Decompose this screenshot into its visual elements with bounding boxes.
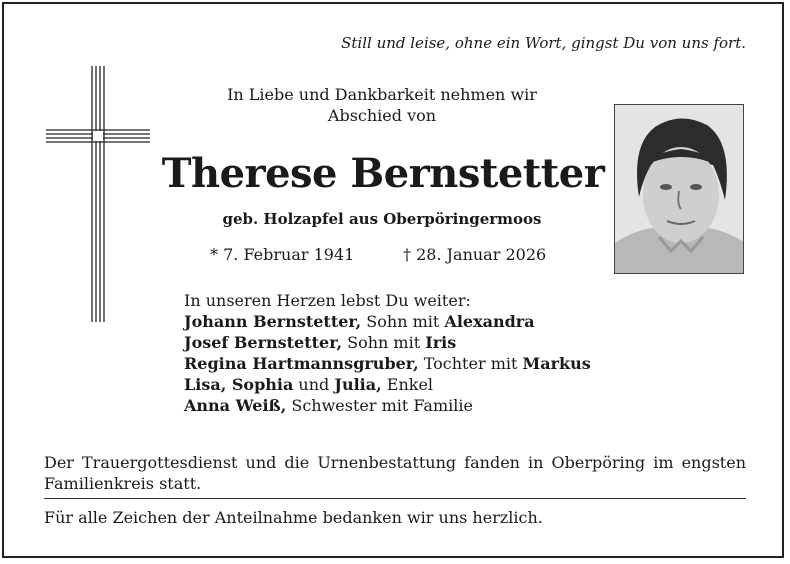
partner-name: Julia, [334, 375, 382, 394]
intro-line: Abschied von [327, 106, 437, 125]
survivor-line [184, 332, 591, 353]
death-date: † 28. Januar 2026 [403, 245, 547, 264]
survivor-name: Josef Bernstetter, [184, 333, 343, 352]
survivors-heading: In unseren Herzen lebst Du weiter: [184, 291, 471, 310]
relation-text: Sohn mit [361, 312, 445, 331]
survivor-name: Lisa, Sophia [184, 375, 294, 394]
survivor-line [184, 374, 591, 395]
survivor-line [184, 311, 591, 332]
deceased-name: Therese Bernstetter [161, 150, 605, 197]
service-notice: Der Trauergottesdienst und die Urnenbestattung fanden in Oberpöring im engsten Familienkreis statt. [44, 453, 746, 493]
relation-text: und [293, 375, 335, 394]
partner-name: Alexandra [444, 312, 535, 331]
survivor-name: Regina Hartmannsgruber, [184, 354, 419, 373]
partner-name: Markus [522, 354, 591, 373]
survivor-name: Johann Bernstetter, [184, 312, 362, 331]
relation-text: Schwester mit Familie [286, 396, 473, 415]
divider [44, 498, 746, 499]
relation-text: Tochter mit [418, 354, 523, 373]
motto: Still und leise, ohne ein Wort, gingst Du von uns fort. [341, 34, 746, 52]
birth-date: * 7. Februar 1941 [210, 245, 355, 264]
relation-text: Enkel [381, 375, 434, 394]
partner-name: Iris [425, 333, 457, 352]
intro-text [182, 84, 582, 126]
cross-icon [44, 64, 152, 328]
portrait-photo [614, 104, 744, 274]
relation-text: Sohn mit [342, 333, 426, 352]
survivor-line [184, 395, 591, 416]
intro-line: In Liebe und Dankbarkeit nehmen wir [227, 85, 537, 104]
survivors-list [184, 290, 591, 416]
thanks-text: Für alle Zeichen der Anteilnahme bedanken wir uns herzlich. [44, 508, 543, 527]
survivor-name: Anna Weiß, [184, 396, 287, 415]
survivor-line [184, 353, 591, 374]
birth-name: geb. Holzapfel aus Oberpöringermoos [222, 210, 542, 228]
